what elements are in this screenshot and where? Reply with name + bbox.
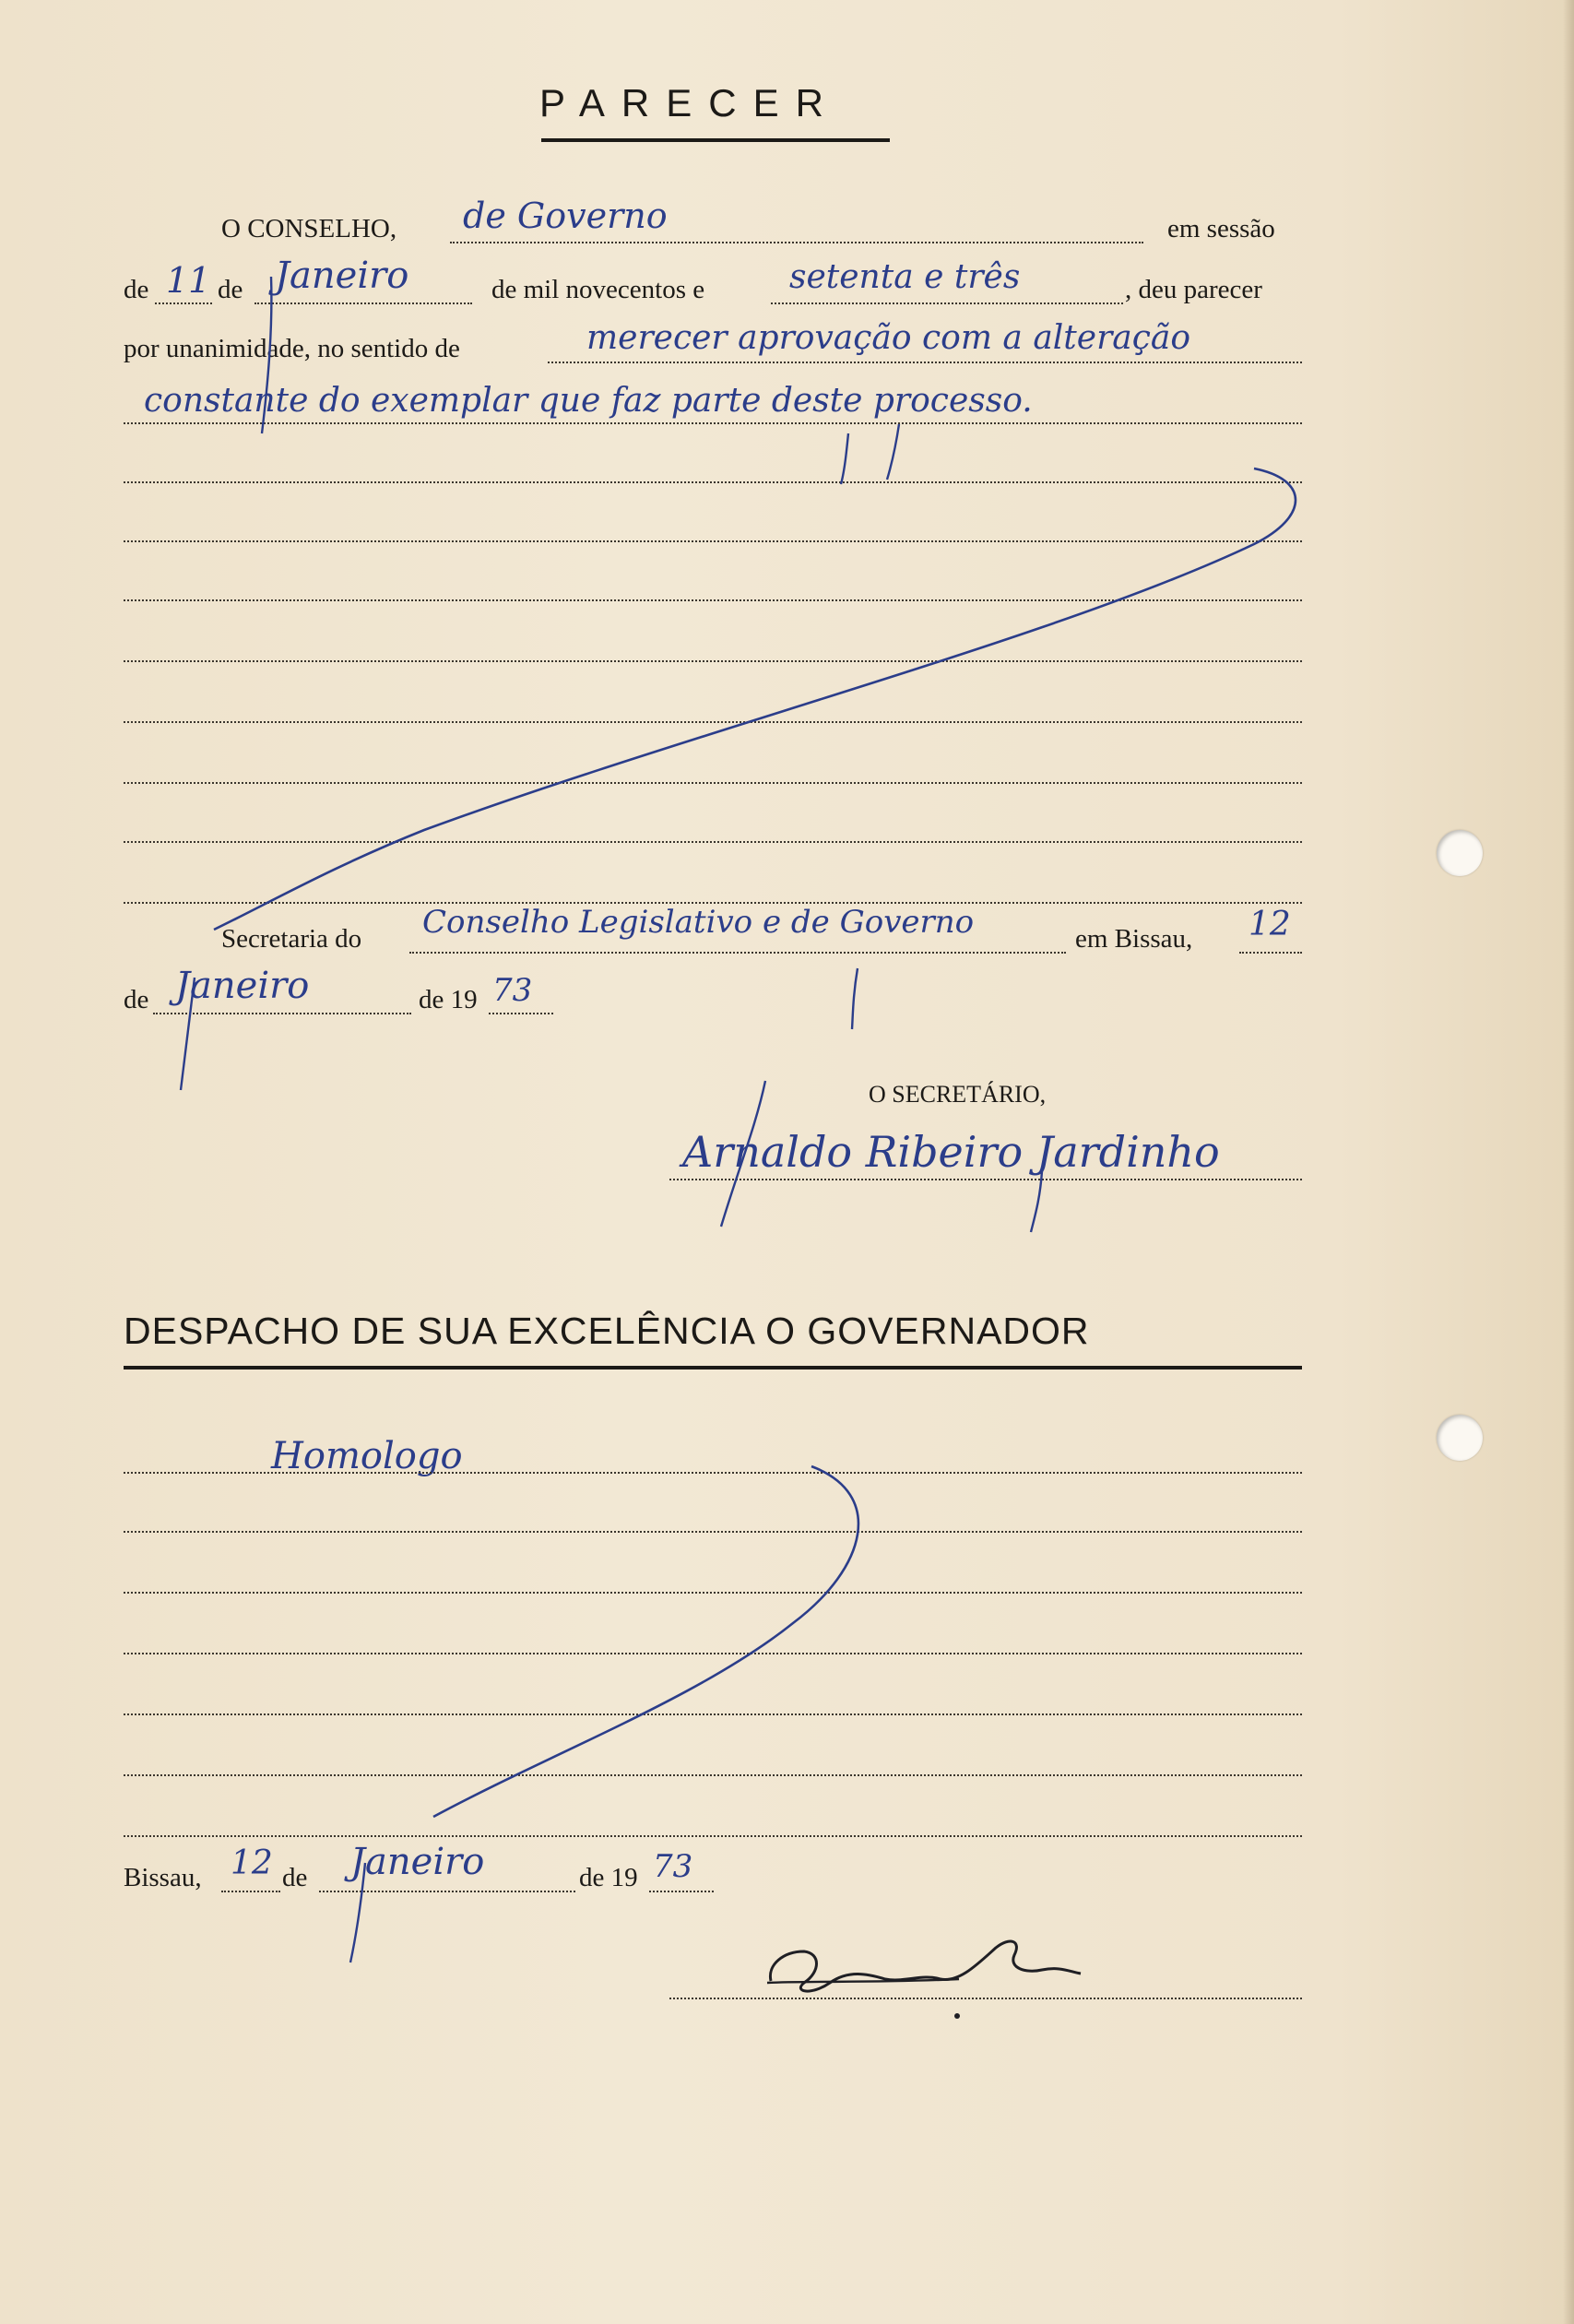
date-year-label: de 19 <box>419 985 478 1014</box>
session-day-handwritten: 11 <box>166 260 211 301</box>
despacho-cancel-stroke <box>433 1466 858 1817</box>
secretario-label: O SECRETÁRIO, <box>869 1081 1047 1108</box>
signature-flourish <box>721 1081 765 1227</box>
continuation-handwritten: constante do exemplar que faz parte deste processo. <box>144 382 1033 420</box>
bissau-month-stroke-tail <box>350 1863 365 1962</box>
de-label-2: de <box>218 275 243 304</box>
bissau-month-handwritten: Janeiro <box>350 1841 485 1883</box>
unanimidade-label: por unanimidade, no sentido de <box>124 334 460 363</box>
secretaria-handwritten: Conselho Legislativo e de Governo <box>422 904 975 941</box>
parecer-cancel-stroke <box>214 468 1296 930</box>
bissau-label: Bissau, <box>124 1863 202 1892</box>
despacho-title: DESPACHO DE SUA EXCELÊNCIA O GOVERNADOR <box>124 1310 1090 1352</box>
despacho-handwritten: Homologo <box>271 1435 463 1477</box>
bissau-year-label: de 19 <box>579 1863 638 1892</box>
processo-stroke-tail <box>841 433 848 484</box>
signature-flourish <box>1031 1171 1042 1232</box>
governor-signature-underline <box>767 1979 959 1983</box>
place-day-handwritten: 12 <box>1249 906 1291 943</box>
date-month-stroke-tail <box>181 978 195 1090</box>
mil-novecentos-label: de mil novecentos e <box>491 275 705 304</box>
session-year-handwritten: setenta e três <box>789 258 1021 296</box>
date-year-handwritten: 73 <box>492 972 533 1009</box>
bissau-year-handwritten: 73 <box>653 1848 693 1885</box>
em-bissau-label: em Bissau, <box>1075 924 1193 954</box>
em-sessao-label: em sessão <box>1167 214 1275 243</box>
secretaria-stroke-tail <box>852 968 858 1029</box>
sentido-handwritten: merecer aprovação com a alteração <box>586 319 1191 357</box>
date-month-handwritten: Janeiro <box>175 965 310 1007</box>
governor-signature <box>770 1941 1081 1991</box>
date-de-label: de <box>124 985 149 1014</box>
session-month-handwritten: Janeiro <box>275 255 409 297</box>
de-label: de <box>124 275 149 304</box>
parecer-title: PARECER <box>539 81 840 125</box>
bissau-day-handwritten: 12 <box>231 1844 273 1882</box>
bissau-de-label: de <box>282 1863 308 1892</box>
governor-signature-dot <box>954 2013 960 2019</box>
deu-parecer-label: , deu parecer <box>1125 275 1262 304</box>
conselho-label: O CONSELHO, <box>221 214 397 243</box>
processo-stroke-tail <box>887 424 899 480</box>
secretary-signature: Arnaldo Ribeiro Jardinho <box>682 1127 1220 1177</box>
month-stroke-tail <box>262 277 271 433</box>
secretaria-label: Secretaria do <box>221 924 362 954</box>
conselho-handwritten: de Governo <box>463 196 668 236</box>
